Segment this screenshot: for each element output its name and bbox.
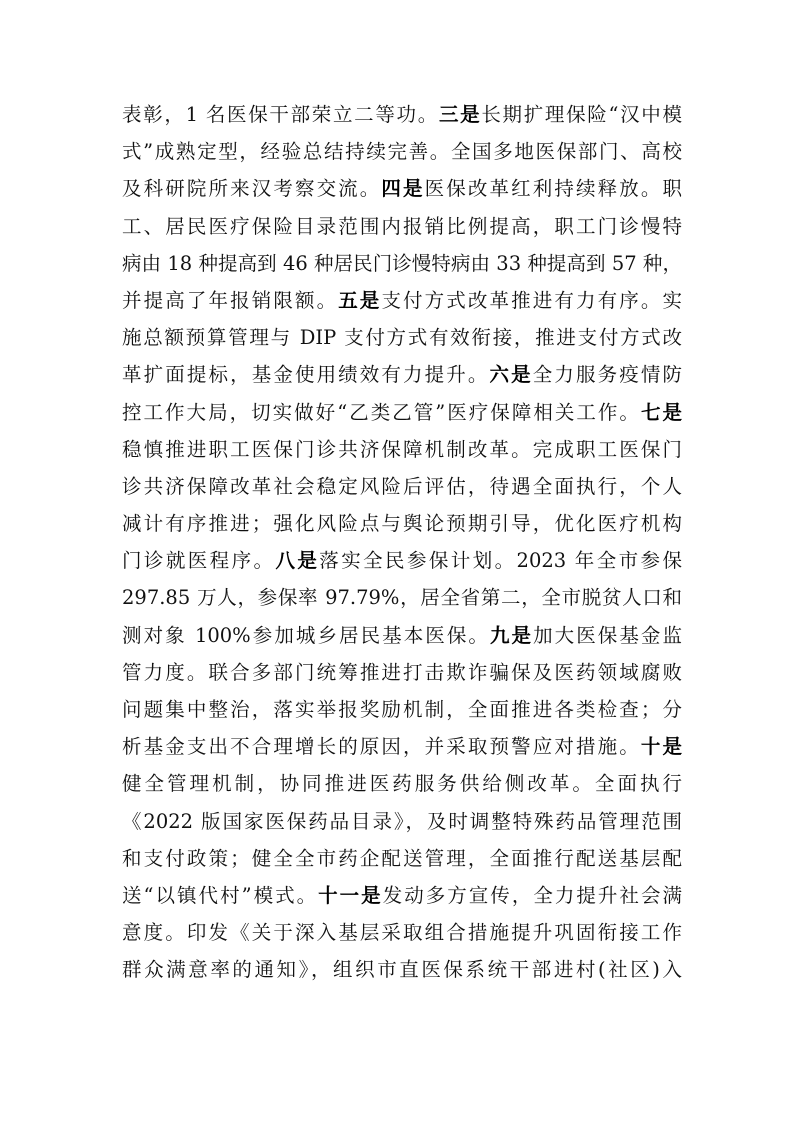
text-line [122,505,682,542]
text-line [122,319,682,356]
text-run: 问题集中整治，落实举报奖励机制，全面推进各类检查；分 [122,698,682,721]
text-run: 并提高了年报销限额。 [122,288,339,312]
text-line [122,282,682,319]
text-run: 工、居民医疗保险目录范围内报销比例提高，职工门诊慢特 [122,214,682,238]
text-run: 析基金支出不合理增长的原因，并采取预警应对措施。 [122,735,641,759]
text-run: 《2022 版国家医保药品目录》，及时调整特殊药品管理范围 [122,809,682,833]
text-line [122,394,682,431]
text-run: 医保改革红利持续释放。职 [424,177,682,201]
text-line [122,654,682,691]
text-run: 加大医保基金监 [533,623,682,647]
bold-lead: 五是 [338,288,382,312]
bold-lead: 四是 [381,177,425,201]
text-run: 及科研院所来汉考察交流。 [122,177,382,201]
text-line [122,468,682,505]
text-run: 发动多方宣传，全力提升社会满 [382,883,682,907]
text-run: 诊共济保障改革社会稳定风险后评估，待遇全面执行，个人 [122,474,682,498]
text-run: 送“以镇代村”模式。 [122,883,319,907]
text-run: 意度。印发《关于深入基层采取组合措施提升巩固衔接工作 [122,921,682,945]
text-line [122,96,682,133]
text-line [122,133,682,170]
text-line [122,691,682,728]
bold-lead: 十一是 [318,883,383,907]
text-line [122,803,682,840]
text-run: 减计有序推进；强化风险点与舆论预期引导，优化医疗机构 [122,512,682,536]
text-line [122,617,682,654]
bold-lead: 八是 [275,549,320,573]
text-run: 管力度。联合多部门统筹推进打击欺诈骗保及医药领域腐败 [122,660,682,684]
bold-lead: 九是 [489,623,534,647]
text-line [122,542,682,579]
text-run: 长期扩理保险“汉中模 [481,103,682,126]
text-line [122,728,682,765]
text-run: 支付方式改革推进有力有序。实 [381,288,682,312]
text-line [122,431,682,468]
text-run: 全力服务疫情防 [532,363,682,387]
bold-lead: 十是 [640,735,682,759]
text-run: 式”成熟定型，经验总结持续完善。全国多地医保部门、高校 [122,140,682,164]
text-line [122,914,682,951]
text-run: 和支付政策；健全全市药企配送管理，全面推行配送基层配 [122,846,682,870]
body-text [122,96,682,989]
text-run: 表彰，1 名医保干部荣立二等功。 [122,103,439,126]
bold-lead: 六是 [489,363,533,387]
text-line [122,170,682,207]
text-line [122,765,682,802]
text-line [122,840,682,877]
text-run: 革扩面提标，基金使用绩效有力提升。 [122,363,490,387]
text-line [122,951,682,988]
text-run: 测对象 100%参加城乡居民基本医保。 [122,623,490,647]
text-line [122,245,682,282]
bold-lead: 七是 [640,400,682,424]
text-run: 健全管理机制，协同推进医药服务供给侧改革。全面执行 [122,772,682,796]
text-line [122,877,682,914]
text-line [122,208,682,245]
text-line [122,356,682,393]
bold-lead: 三是 [438,103,482,126]
text-run: 落实全民参保计划。2023 年全市参保 [319,549,682,573]
text-run: 病由 18 种提高到 46 种居民门诊慢特病由 33 种提高到 57 种， [122,251,682,275]
text-run: 施总额预算管理与 DIP 支付方式有效衔接，推进支付方式改 [122,326,682,350]
text-run: 门诊就医程序。 [122,549,276,573]
text-run: 稳慎推进职工医保门诊共济保障机制改革。完成职工医保门 [122,437,682,461]
text-run: 控工作大局，切实做好“乙类乙管”医疗保障相关工作。 [122,400,641,424]
text-run: 群众满意率的通知》，组织市直医保系统干部进村(社区)入 [122,958,682,982]
text-line [122,579,682,616]
text-run: 297.85 万人，参保率 97.79%，居全省第二，全市脱贫人口和 [122,586,682,610]
